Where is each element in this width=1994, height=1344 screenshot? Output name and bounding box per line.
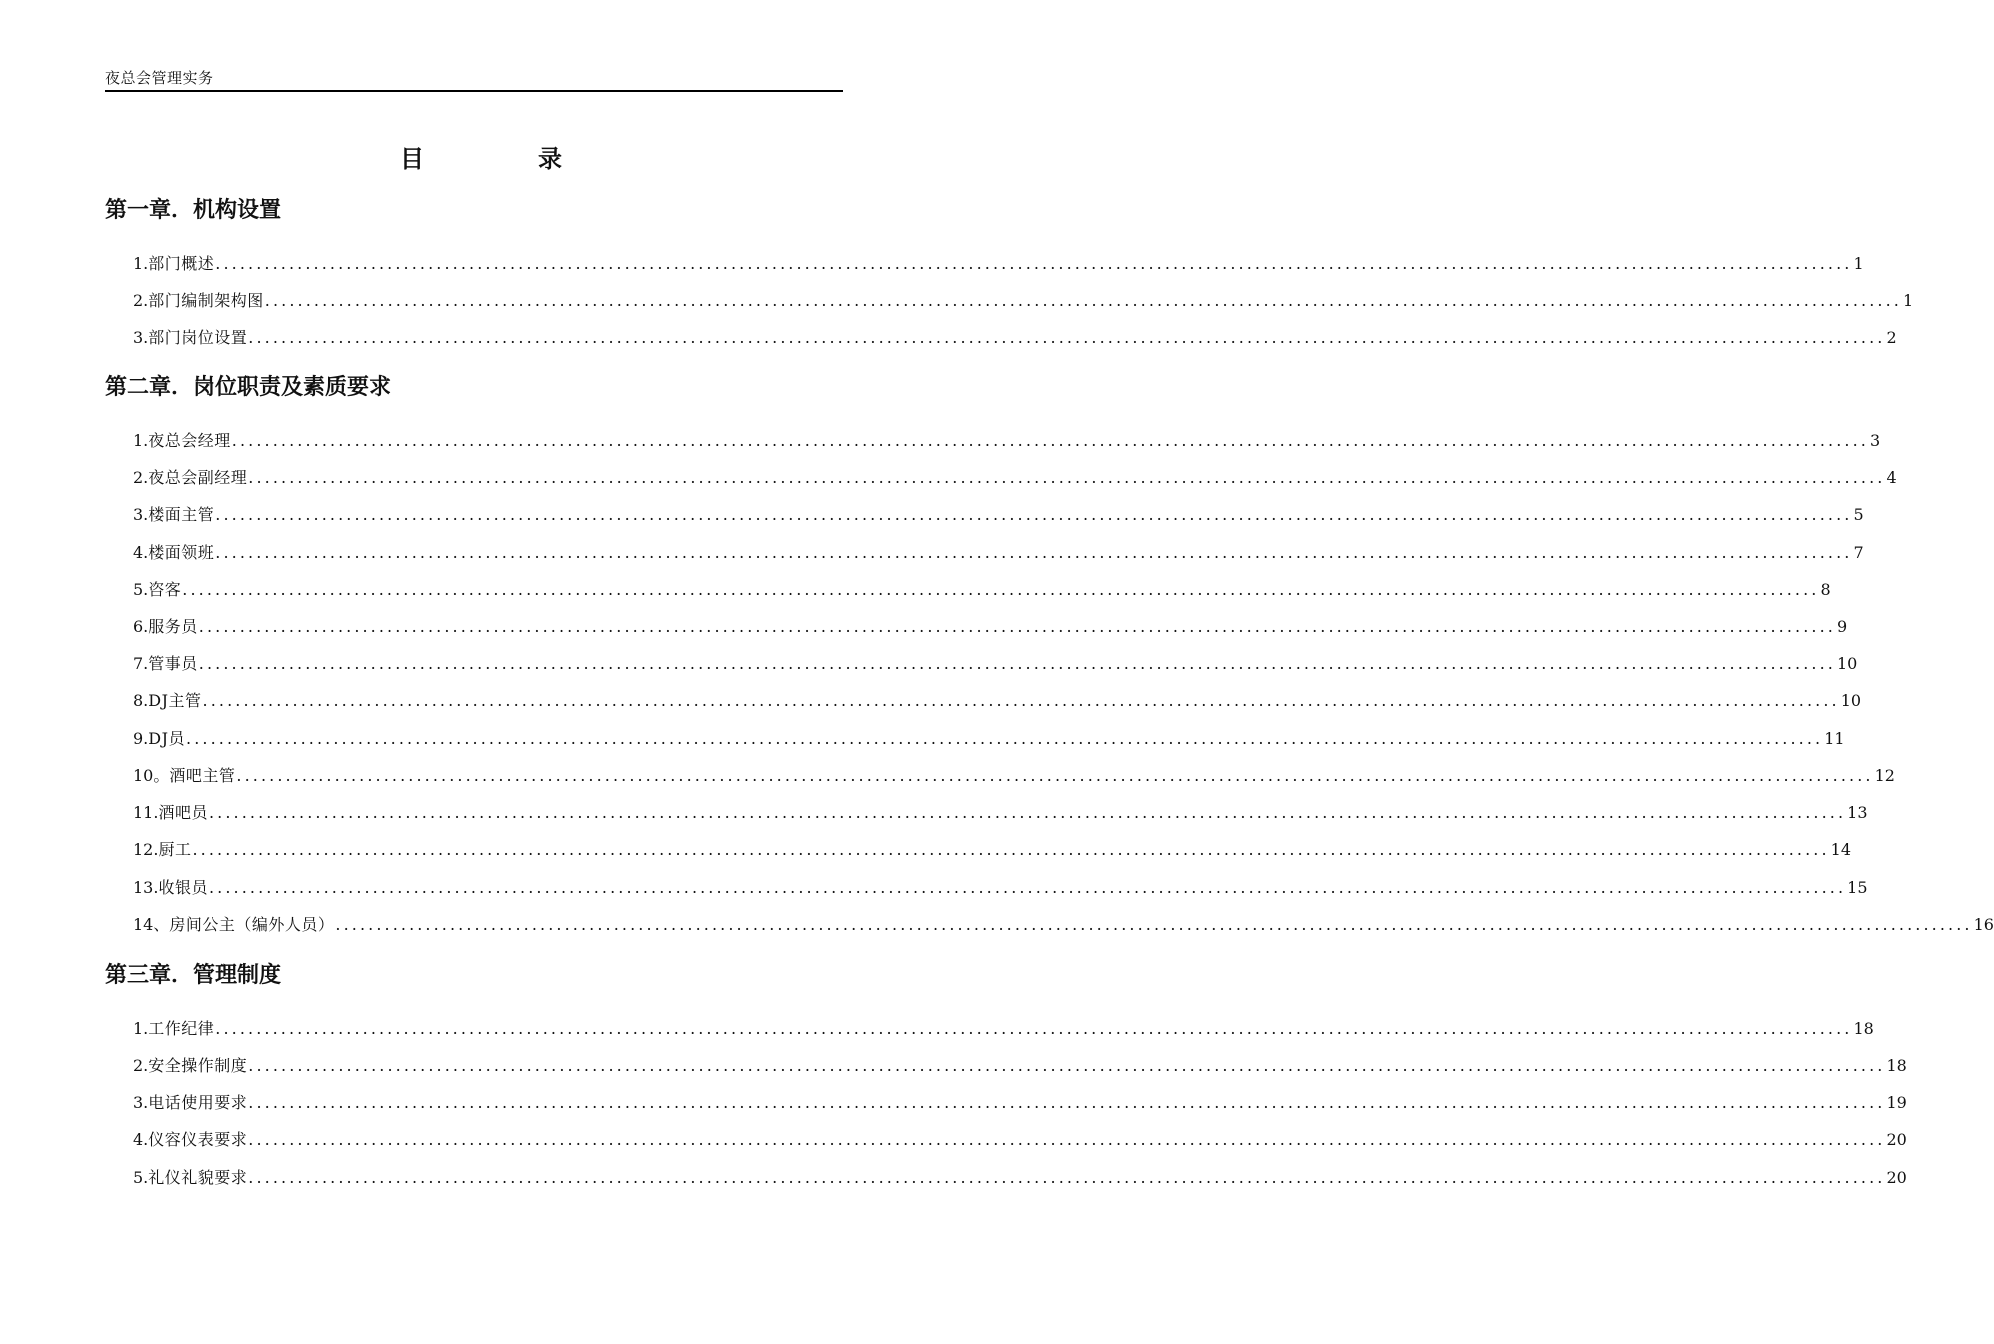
- toc-entry[interactable]: [133, 429, 1881, 453]
- toc-title: [0, 143, 950, 175]
- entry-number: 3.: [133, 1093, 149, 1112]
- entry-label: 部门概述: [148, 254, 215, 273]
- entry-label: 工作纪律: [148, 1019, 215, 1038]
- entry-label: 安全操作制度: [148, 1056, 248, 1075]
- toc-entry[interactable]: [133, 727, 1845, 751]
- dot-leader: ........................................................................................................................................................................................................: [192, 840, 1830, 859]
- entry-label: 厨工: [158, 840, 192, 859]
- entry-number: 4.: [133, 543, 149, 562]
- toc-entry[interactable]: [133, 1128, 1907, 1152]
- entry-page: 3: [1869, 431, 1881, 450]
- entry-number: 9.: [133, 729, 149, 748]
- dot-leader: ........................................................................................................................................................................................................: [198, 617, 1836, 636]
- chapter-1-title: 第一章．机构设置: [105, 198, 282, 223]
- entry-number: 13.: [133, 878, 159, 897]
- dot-leader: ........................................................................................................................................................................................................: [248, 1130, 1886, 1149]
- entry-page: 20: [1886, 1130, 1907, 1149]
- toc-entry[interactable]: [133, 1017, 1874, 1041]
- toc-entry[interactable]: [133, 876, 1868, 900]
- toc-entry[interactable]: [133, 801, 1868, 825]
- entry-page: 12: [1874, 766, 1895, 785]
- toc-entry[interactable]: [133, 1166, 1907, 1190]
- entry-page: 14: [1830, 840, 1852, 859]
- entry-number: 3.: [133, 328, 149, 347]
- entry-page: 18: [1886, 1056, 1907, 1075]
- entry-label: 服务员: [148, 617, 198, 636]
- toc-title-part1: 目: [400, 144, 424, 173]
- entry-number: 8.: [133, 691, 149, 710]
- dot-leader: ........................................................................................................................................................................................................: [215, 543, 1853, 562]
- entry-number: 1.: [133, 1019, 149, 1038]
- entry-page: 20: [1886, 1168, 1907, 1187]
- entry-number: 4.: [133, 1130, 149, 1149]
- entry-page: 19: [1886, 1093, 1907, 1112]
- toc-entry[interactable]: [133, 289, 1914, 313]
- entry-page: 1: [1853, 254, 1864, 273]
- entry-page: 10: [1840, 691, 1862, 710]
- entry-number: 2.: [133, 291, 149, 310]
- entry-page: 2: [1886, 328, 1897, 347]
- entry-page: 15: [1847, 878, 1868, 897]
- entry-label: 仪容仪表要求: [148, 1130, 248, 1149]
- dot-leader: ........................................................................................................................................................................................................: [264, 291, 1902, 310]
- entry-page: 16: [1973, 915, 1994, 934]
- entry-page: 10: [1836, 654, 1858, 673]
- entry-label: 收银员: [158, 878, 208, 897]
- dot-leader: ........................................................................................................................................................................................................: [215, 254, 1853, 273]
- chapter-3-title: 第三章．管理制度: [105, 963, 282, 988]
- toc-entry[interactable]: [133, 466, 1897, 490]
- toc-entry[interactable]: [133, 1091, 1907, 1115]
- entry-number: 5.: [133, 1168, 149, 1187]
- entry-label: 管事员: [148, 654, 198, 673]
- entry-label: DJ主管: [148, 691, 202, 710]
- entry-label: 电话使用要求: [148, 1093, 248, 1112]
- dot-leader: ........................................................................................................................................................................................................: [208, 803, 1847, 822]
- entry-label: 部门编制架构图: [148, 291, 264, 310]
- entry-page: 7: [1853, 543, 1864, 562]
- entry-page: 5: [1853, 505, 1864, 524]
- entry-label: 礼仪礼貌要求: [148, 1168, 248, 1187]
- entry-number: 6.: [133, 617, 149, 636]
- header-title: 夜总会管理实务: [105, 69, 214, 87]
- entry-label: 楼面领班: [148, 543, 215, 562]
- entry-page: 1: [1902, 291, 1914, 310]
- toc-entry[interactable]: [133, 326, 1897, 350]
- dot-leader: ........................................................................................................................................................................................................: [335, 915, 1973, 934]
- entry-number: 12.: [133, 840, 159, 859]
- entry-number: 3.: [133, 505, 149, 524]
- dot-leader: ........................................................................................................................................................................................................: [208, 878, 1847, 897]
- entry-page: 11: [1824, 729, 1845, 748]
- toc-entry[interactable]: [133, 615, 1848, 639]
- entry-number: 2.: [133, 1056, 149, 1075]
- entry-page: 18: [1853, 1019, 1874, 1038]
- dot-leader: ........................................................................................................................................................................................................: [236, 766, 1874, 785]
- entry-number: 10。: [133, 766, 170, 785]
- entry-number: 11.: [133, 803, 159, 822]
- toc-entry[interactable]: [133, 541, 1864, 565]
- page-header: [105, 68, 843, 92]
- dot-leader: ........................................................................................................................................................................................................: [248, 468, 1886, 487]
- entry-number: 5.: [133, 580, 149, 599]
- dot-leader: ........................................................................................................................................................................................................: [248, 1168, 1886, 1187]
- toc-title-part2: 录: [538, 144, 562, 173]
- entry-number: 1.: [133, 431, 149, 450]
- toc-entry[interactable]: [133, 764, 1895, 788]
- dot-leader: ........................................................................................................................................................................................................: [248, 1093, 1886, 1112]
- dot-leader: ........................................................................................................................................................................................................: [182, 580, 1820, 599]
- entry-label: 房间公主（编外人员）: [169, 915, 335, 934]
- dot-leader: ........................................................................................................................................................................................................: [186, 729, 1824, 748]
- entry-number: 7.: [133, 654, 149, 673]
- entry-label: 部门岗位设置: [148, 328, 248, 347]
- toc-entry[interactable]: [133, 689, 1862, 713]
- toc-entry[interactable]: [133, 652, 1858, 676]
- toc-entry[interactable]: [133, 578, 1831, 602]
- toc-entry[interactable]: [133, 252, 1864, 276]
- entry-page: 8: [1820, 580, 1831, 599]
- dot-leader: ........................................................................................................................................................................................................: [202, 691, 1840, 710]
- toc-entry[interactable]: [133, 503, 1864, 527]
- dot-leader: ........................................................................................................................................................................................................: [231, 431, 1869, 450]
- entry-label: 酒吧主管: [169, 766, 236, 785]
- dot-leader: ........................................................................................................................................................................................................: [198, 654, 1836, 673]
- entry-number: 2.: [133, 468, 149, 487]
- entry-page: 4: [1886, 468, 1897, 487]
- toc-entry[interactable]: [133, 1054, 1907, 1078]
- entry-page: 13: [1847, 803, 1868, 822]
- entry-label: 楼面主管: [148, 505, 215, 524]
- dot-leader: ........................................................................................................................................................................................................: [215, 505, 1853, 524]
- dot-leader: ........................................................................................................................................................................................................: [248, 1056, 1886, 1075]
- chapter-2-title: 第二章．岗位职责及素质要求: [105, 375, 392, 400]
- entry-label: 酒吧员: [158, 803, 208, 822]
- toc-entry[interactable]: [133, 838, 1852, 862]
- entry-label: 夜总会经理: [148, 431, 231, 450]
- toc-entry[interactable]: [133, 913, 1994, 937]
- entry-page: 9: [1836, 617, 1848, 636]
- entry-number: 14、: [133, 915, 170, 934]
- entry-label: 夜总会副经理: [148, 468, 248, 487]
- entry-label: 咨客: [148, 580, 182, 599]
- entry-label: DJ员: [148, 729, 186, 748]
- entry-number: 1.: [133, 254, 149, 273]
- dot-leader: ........................................................................................................................................................................................................: [248, 328, 1886, 347]
- dot-leader: ........................................................................................................................................................................................................: [215, 1019, 1853, 1038]
